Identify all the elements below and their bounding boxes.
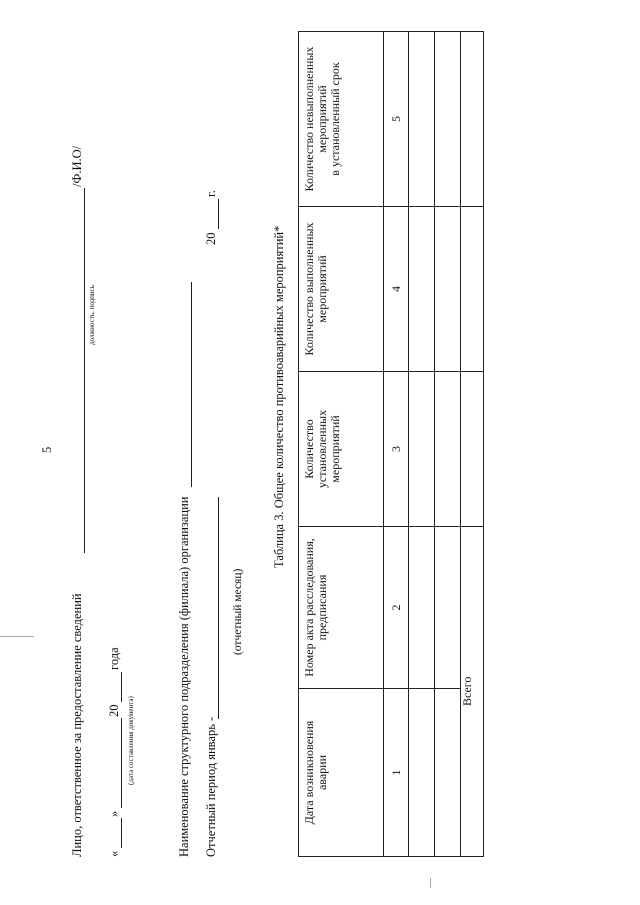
header-cell: Количество выполненных мероприятий (299, 207, 384, 372)
subdivision-underline (191, 282, 192, 487)
table-row (409, 32, 435, 857)
table-caption: Таблица 3. Общее количество противоаварийных мероприятий* (272, 225, 286, 568)
period-year-underline (218, 199, 219, 229)
fio-label: /Ф.И.О/ (70, 145, 84, 187)
date-close-quote: » (107, 810, 121, 817)
date-day-underline (121, 818, 122, 848)
date-century: 20 (107, 704, 121, 717)
period-month-underline (218, 497, 219, 719)
column-number: 3 (384, 372, 409, 527)
date-month-underline (121, 718, 122, 808)
scan-edge-mark (0, 636, 34, 637)
header-cell: Дата возникновения аварии (299, 689, 384, 857)
header-cell: Количество невыполненных мероприятий в установленный срок (299, 32, 384, 207)
period-label: Отчетный период январь - (204, 716, 218, 857)
header-cell: Количество установленных мероприятий (299, 372, 384, 527)
measures-table (298, 31, 484, 857)
table-header-row (299, 32, 384, 857)
column-number: 5 (384, 32, 409, 207)
responsible-person-underline (84, 188, 85, 553)
date-hint: (дата составления документа) (127, 696, 135, 785)
responsible-person-label: Лицо, ответственное за предоставление сведений (70, 593, 84, 857)
column-number-row (384, 32, 409, 857)
scan-edge-mark (430, 878, 431, 888)
column-number: 4 (384, 207, 409, 372)
page-number: 5 (40, 446, 54, 453)
period-year-suffix: г. (204, 190, 218, 197)
subdivision-label: Наименование структурного подразделения (филиала) организации (177, 496, 191, 857)
total-row (461, 32, 484, 857)
period-hint: (отчетный месяц) (232, 568, 244, 655)
header-cell: Номер акта расследования, предписания (299, 527, 384, 689)
date-year-word: года (107, 647, 121, 670)
column-number: 1 (384, 689, 409, 857)
period-century: 20 (204, 232, 218, 245)
position-signature-hint: должность, подпись (88, 285, 96, 345)
date-year-underline (121, 672, 122, 702)
total-label: Всего (461, 527, 484, 857)
table-row (435, 32, 461, 857)
date-open-quote: « (107, 850, 121, 857)
column-number: 2 (384, 527, 409, 689)
